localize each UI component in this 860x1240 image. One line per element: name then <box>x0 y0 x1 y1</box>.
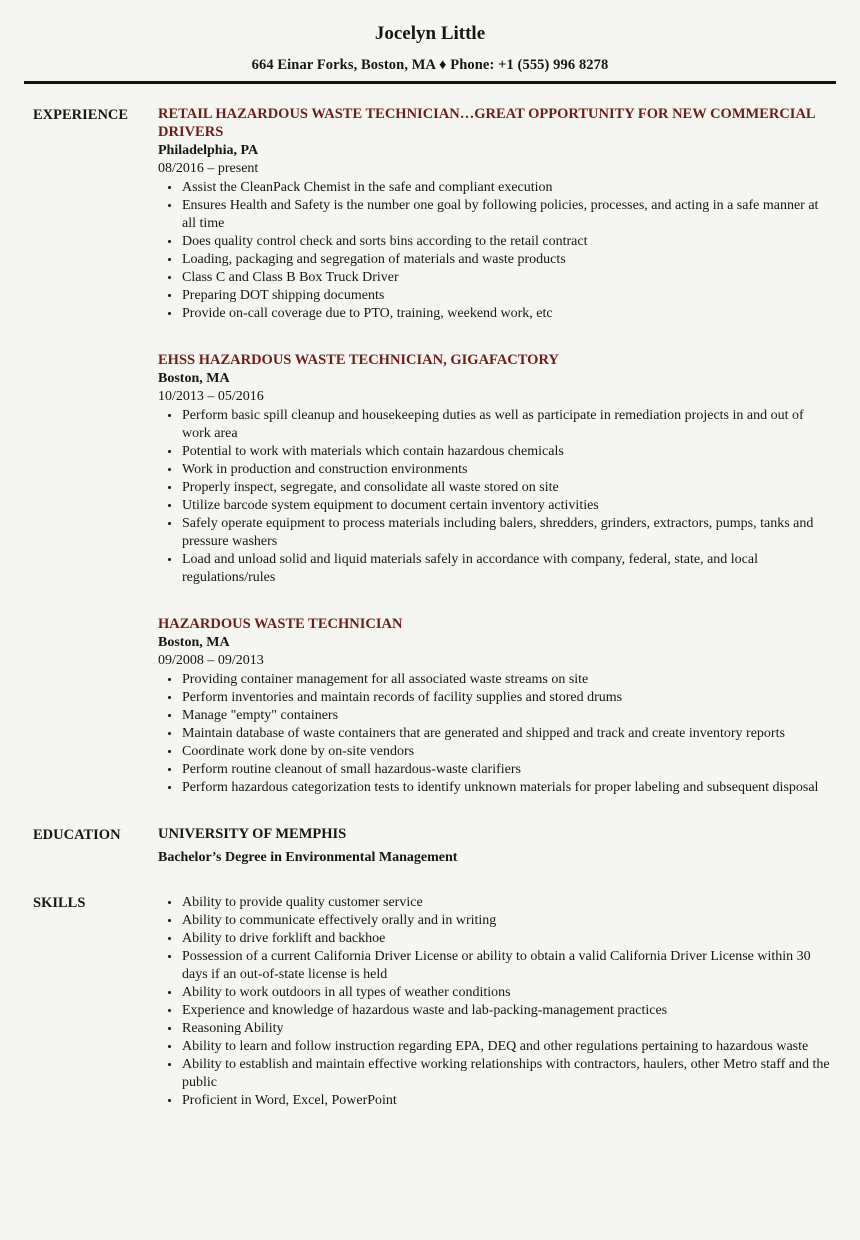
job-bullet: • Does quality control check and sorts bins according to the retail contract <box>181 233 834 251</box>
job-bullet: • Providing container management for all associated waste streams on site <box>181 671 834 689</box>
experience-section <box>0 105 860 797</box>
job-bullet: • Provide on-call coverage due to PTO, training, weekend work, etc <box>181 305 834 323</box>
skill-item: • Experience and knowledge of hazardous waste and lab-packing-management practices <box>181 1002 834 1020</box>
section-label-education: EDUCATION <box>33 827 121 843</box>
job-bullet: • Properly inspect, segregate, and consolidate all waste stored on site <box>181 479 834 497</box>
job-bullet: • Class C and Class B Box Truck Driver <box>181 269 834 287</box>
job-bullet-list <box>158 671 834 797</box>
skills-section <box>0 893 860 1110</box>
job-bullet: • Perform basic spill cleanup and housekeeping duties as well as participate in remediation projects in and out of work area <box>181 407 834 443</box>
experience-content <box>158 105 834 797</box>
job-bullet: • Load and unload solid and liquid materials safely in accordance with company, federal, state, and local regulations/rules <box>181 551 834 587</box>
job-bullet-list <box>158 407 834 587</box>
contact-line: 664 Einar Forks, Boston, MA ♦ Phone: +1 (555) 996 8278 <box>251 57 609 73</box>
job-bullet-list <box>158 179 834 323</box>
job-bullet: • Potential to work with materials which contain hazardous chemicals <box>181 443 834 461</box>
job-bullet: • Utilize barcode system equipment to document certain inventory activities <box>181 497 834 515</box>
job-dates: 09/2008 – 09/2013 <box>158 653 264 668</box>
job-dates: 08/2016 – present <box>158 161 259 176</box>
section-label-experience: EXPERIENCE <box>33 107 129 123</box>
job-location: Boston, MA <box>158 635 230 650</box>
person-name: Jocelyn Little <box>374 23 486 44</box>
education-section <box>0 825 860 867</box>
job-bullet: • Ensures Health and Safety is the number one goal by following policies, processes, and acting in a safe manner at all time <box>181 197 834 233</box>
education-school: UNIVERSITY OF MEMPHIS <box>158 826 347 842</box>
job-bullet: • Safely operate equipment to process materials including balers, shredders, grinders, extractors, pumps, tanks and pressure washers <box>181 515 834 551</box>
job-entry <box>158 351 834 587</box>
education-degree: Bachelor’s Degree in Environmental Management <box>158 850 458 865</box>
job-title: HAZARDOUS WASTE TECHNICIAN <box>158 616 403 632</box>
skill-item: • Ability to learn and follow instruction regarding EPA, DEQ and other regulations pertaining to hazardous waste <box>181 1038 834 1056</box>
job-bullet: • Assist the CleanPack Chemist in the safe and compliant execution <box>181 179 834 197</box>
job-bullet: • Loading, packaging and segregation of materials and waste products <box>181 251 834 269</box>
resume-header <box>0 0 860 84</box>
job-dates: 10/2013 – 05/2016 <box>158 389 264 404</box>
skill-item: • Ability to communicate effectively orally and in writing <box>181 912 834 930</box>
job-bullet: • Perform routine cleanout of small hazardous-waste clarifiers <box>181 761 834 779</box>
header-divider <box>24 81 836 84</box>
skill-item: • Ability to establish and maintain effective working relationships with contractors, haulers, other Metro staff and the public <box>181 1056 834 1092</box>
job-bullet: • Work in production and construction environments <box>181 461 834 479</box>
skills-content <box>158 893 834 1110</box>
job-bullet: • Perform hazardous categorization tests to identify unknown materials for proper labeling and subsequent disposal <box>181 779 834 797</box>
job-title: RETAIL HAZARDOUS WASTE TECHNICIAN…GREAT OPPORTUNITY FOR NEW COMMERCIAL DRIVERS <box>158 106 815 140</box>
job-bullet: • Maintain database of waste containers that are generated and shipped and track and create inventory reports <box>181 725 834 743</box>
job-bullet: • Perform inventories and maintain records of facility supplies and stored drums <box>181 689 834 707</box>
education-content <box>158 825 834 867</box>
section-label-skills: SKILLS <box>33 895 86 911</box>
skill-item: • Ability to work outdoors in all types of weather conditions <box>181 984 834 1002</box>
job-title: EHSS HAZARDOUS WASTE TECHNICIAN, GIGAFACTORY <box>158 352 559 368</box>
skill-item: • Ability to provide quality customer service <box>181 894 834 912</box>
job-entry <box>158 105 834 323</box>
skill-item: • Possession of a current California Driver License or ability to obtain a valid California Driver License within 30 days if an out-of-state license is held <box>181 948 834 984</box>
skill-item: • Proficient in Word, Excel, PowerPoint <box>181 1092 834 1110</box>
skill-item: • Ability to drive forklift and backhoe <box>181 930 834 948</box>
job-bullet: • Preparing DOT shipping documents <box>181 287 834 305</box>
job-location: Philadelphia, PA <box>158 143 259 158</box>
job-location: Boston, MA <box>158 371 230 386</box>
job-entry <box>158 615 834 797</box>
skill-item: • Reasoning Ability <box>181 1020 834 1038</box>
job-bullet: • Manage "empty" containers <box>181 707 834 725</box>
job-bullet: • Coordinate work done by on-site vendors <box>181 743 834 761</box>
skills-list <box>158 894 834 1110</box>
